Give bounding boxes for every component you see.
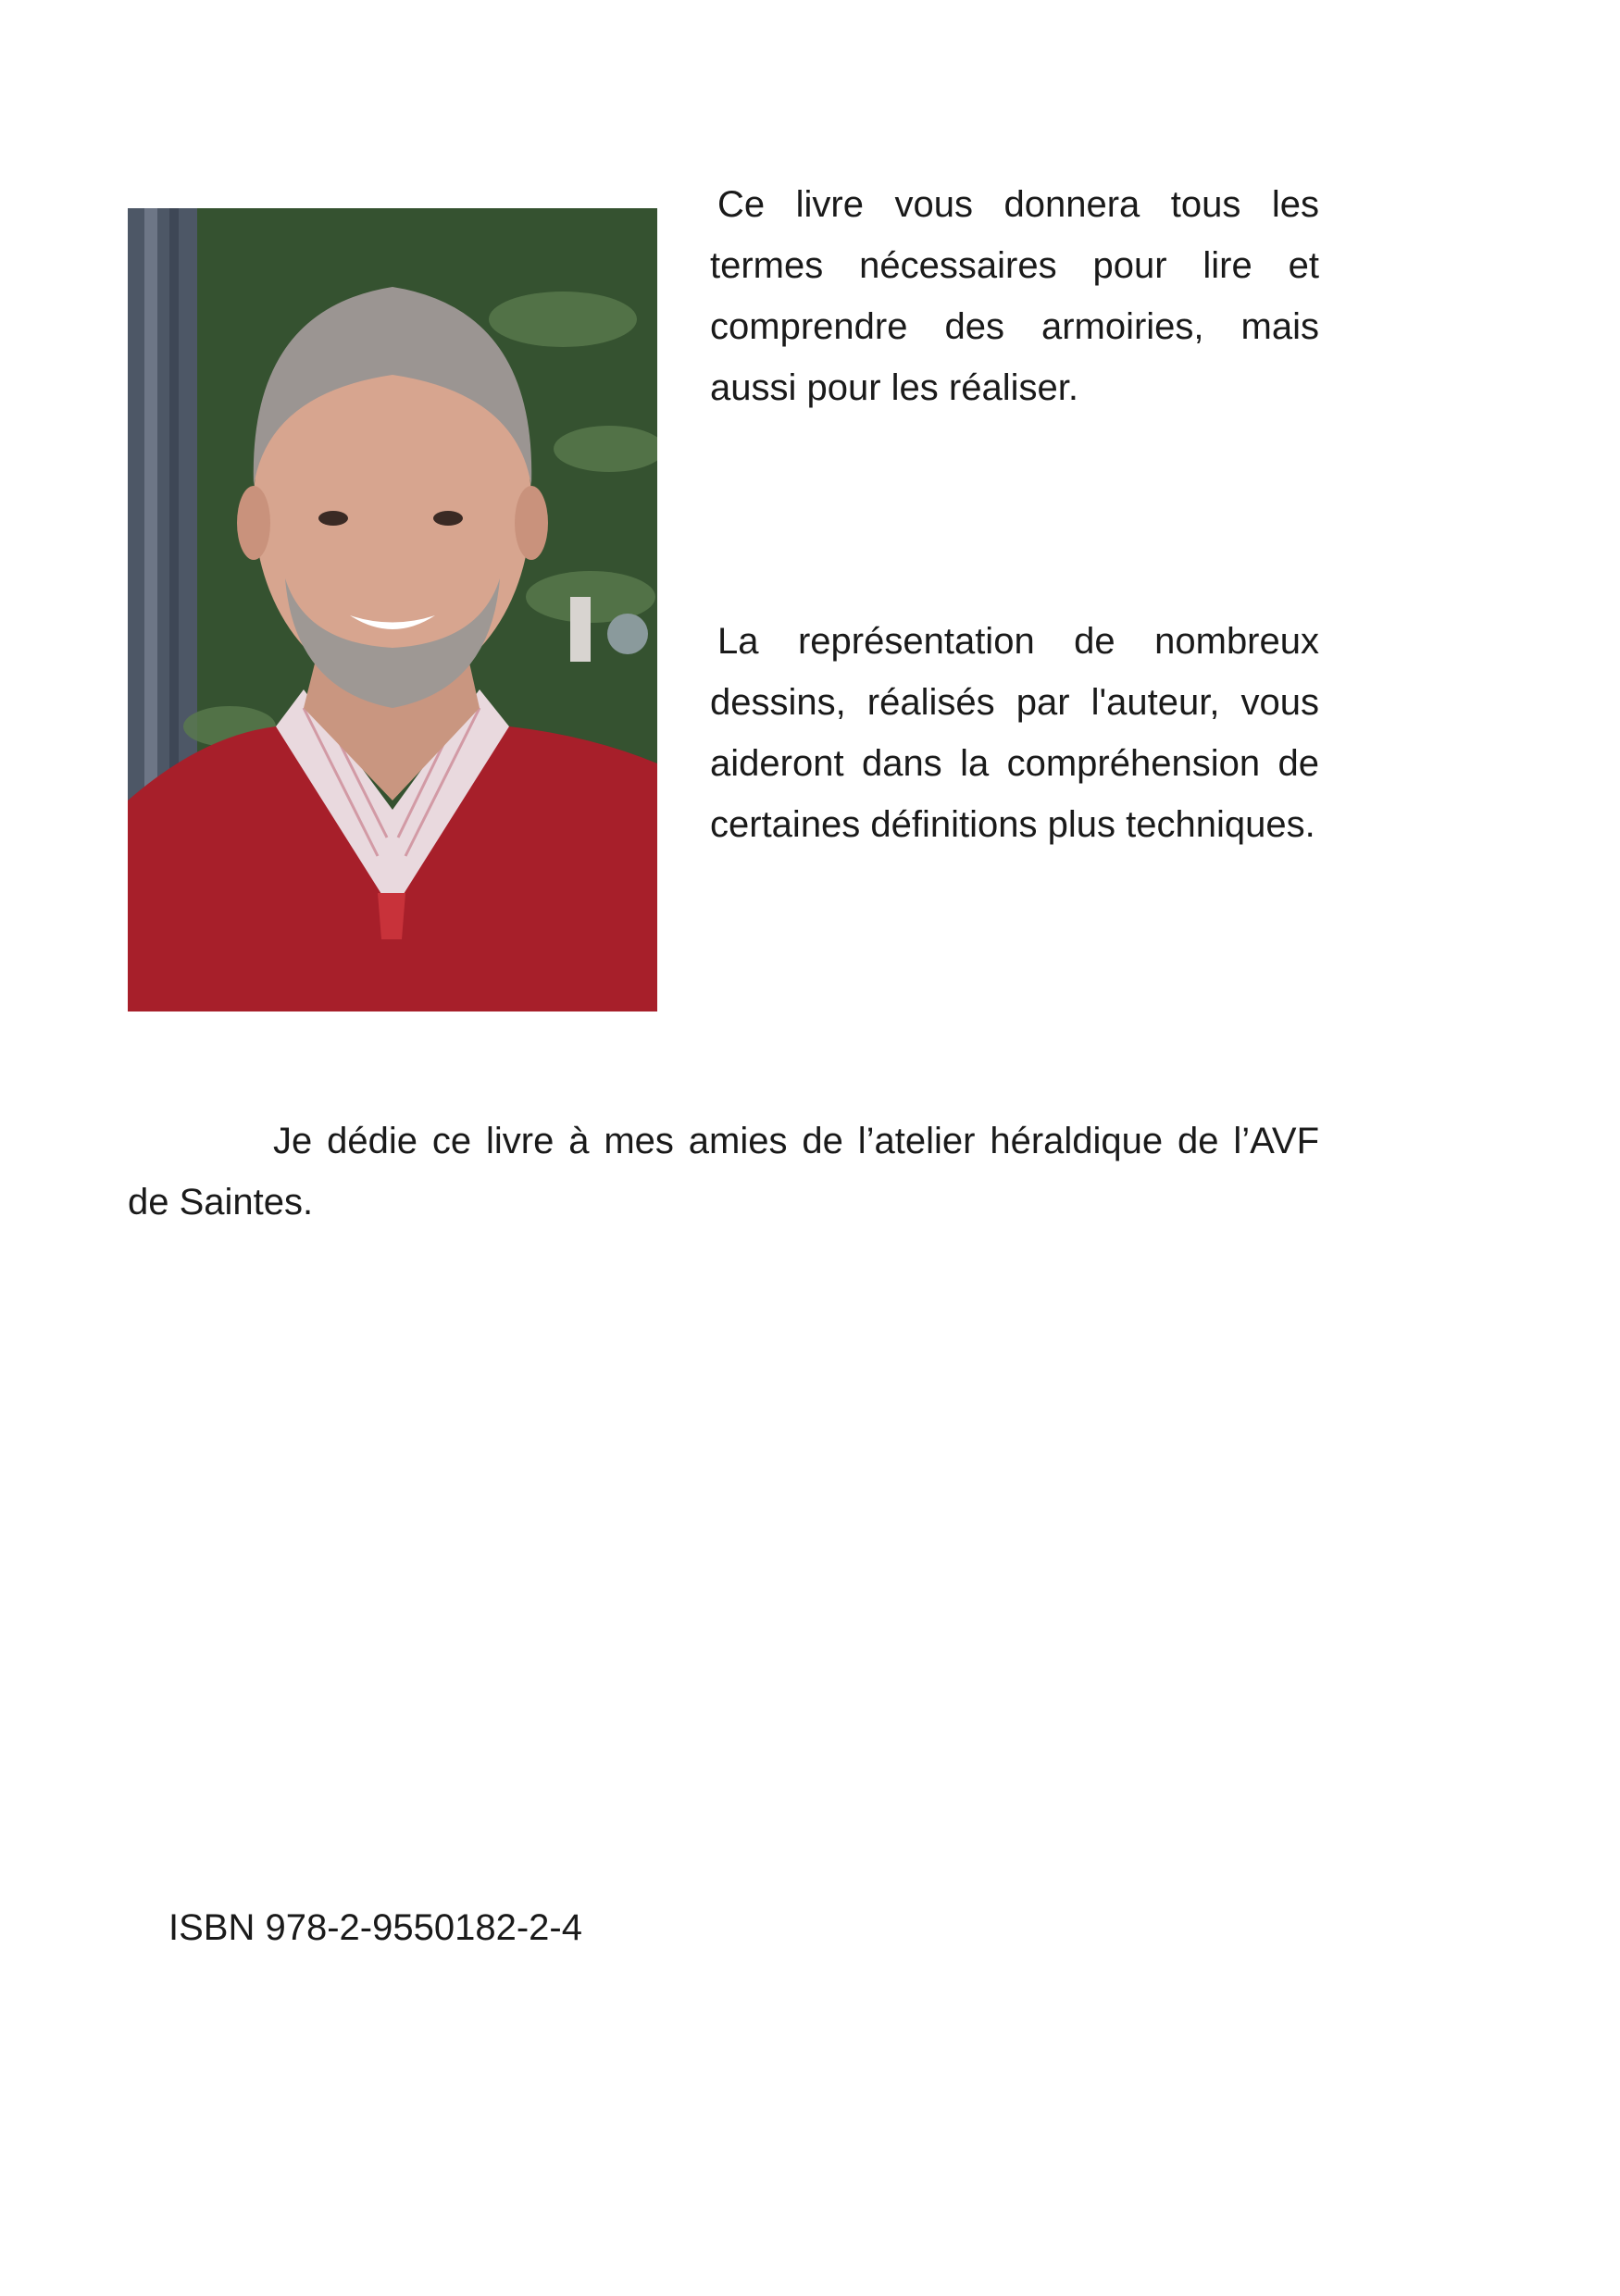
author-photo — [128, 208, 657, 1011]
illustrations-paragraph: La représentation de nombreux dessins, réalisés par l'auteur, vous aideront dans la compréhension de certaines définitions plus techniques. — [710, 621, 1319, 845]
intro-paragraph: Ce livre vous donnera tous les termes nécessaires pour lire et comprendre des armoiries, mais aussi pour les réaliser. — [710, 184, 1319, 408]
author-portrait-image — [128, 208, 657, 1011]
dedication-paragraph: Je dédie ce livre à mes amies de l’atelier héraldique de l’AVF de Saintes. — [128, 1121, 1319, 1222]
isbn-number: ISBN 978-2-9550182-2-4 — [168, 1907, 582, 1948]
